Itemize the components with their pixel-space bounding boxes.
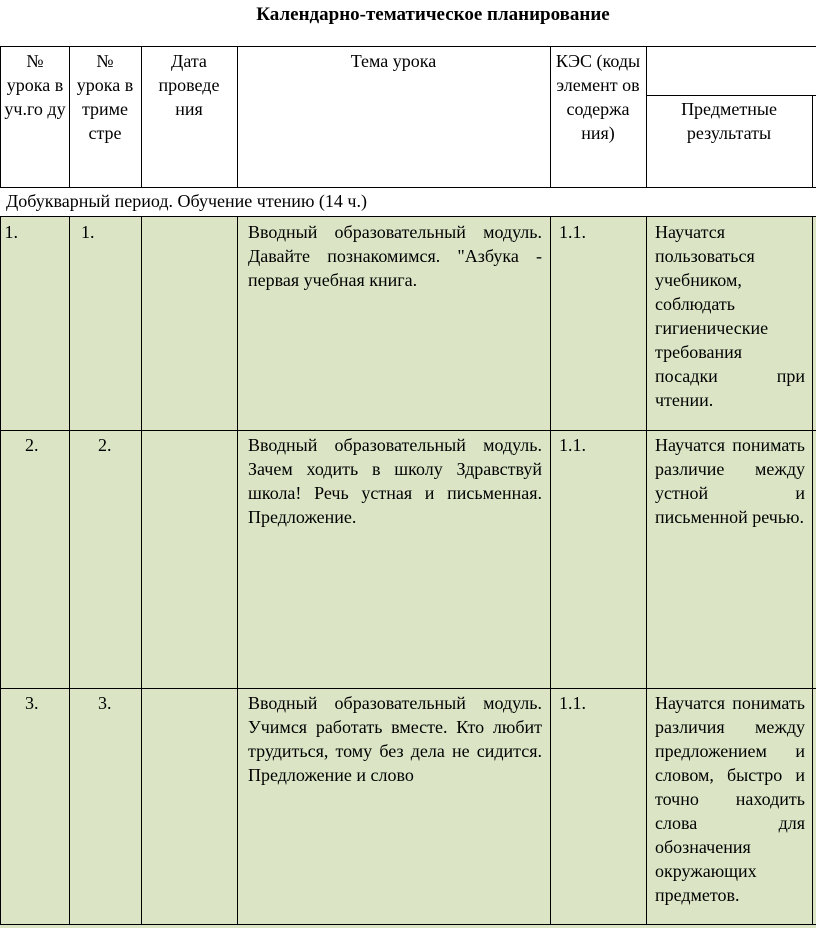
row-1-kes: 1.1. — [559, 222, 586, 242]
row-3-num-year: 3. — [25, 693, 39, 713]
row-2-num-year: 2. — [25, 435, 39, 455]
header-results: Предметные результаты — [681, 99, 777, 143]
page-title: Календарно-тематическое планирование — [256, 4, 610, 25]
header-lesson-trimester: № урока в триме стре — [76, 51, 134, 143]
header-topic: Тема урока — [350, 51, 437, 71]
row-1-num-trimester: 1. — [81, 222, 95, 242]
row-3-kes: 1.1. — [559, 693, 586, 713]
row-2-num-trimester: 2. — [98, 435, 112, 455]
row-1-results: Научатся пользоваться учебником, соблюдать гигиенические требования посадки при чтении. — [655, 222, 805, 410]
row-2-kes: 1.1. — [559, 435, 586, 455]
row-2-results: Научатся понимать различие между устной и письменной речью. — [655, 435, 805, 527]
row-3-topic: Вводный образовательный модуль. Учимся работать вместе. Кто любит трудиться, тому без дела не сидится. Предложение и слово — [248, 693, 542, 785]
row-3-results: Научатся понимать различия между предложением и словом, быстро и точно находить слова для обозначения окружающих предметов. — [655, 693, 805, 905]
row-3-num-trimester: 3. — [98, 693, 112, 713]
row-2-topic: Вводный образовательный модуль. Зачем ходить в школу Здравствуй школа! Речь устная и письменная. Предложение. — [248, 435, 542, 527]
row-1-num-year: 1. — [4, 222, 18, 242]
header-lesson-year: № урока в уч.го ду — [4, 51, 66, 119]
header-date: Дата проведе ния — [158, 51, 220, 119]
row-1-topic: Вводный образовательный модуль. Давайте познакомимся. "Азбука - первая учебная книга. — [248, 222, 542, 290]
section-title: Добукварный период. Обучение чтению (14 ч.) — [6, 191, 367, 211]
header-kes: КЭС (коды элемент ов содержа ния) — [555, 51, 641, 143]
